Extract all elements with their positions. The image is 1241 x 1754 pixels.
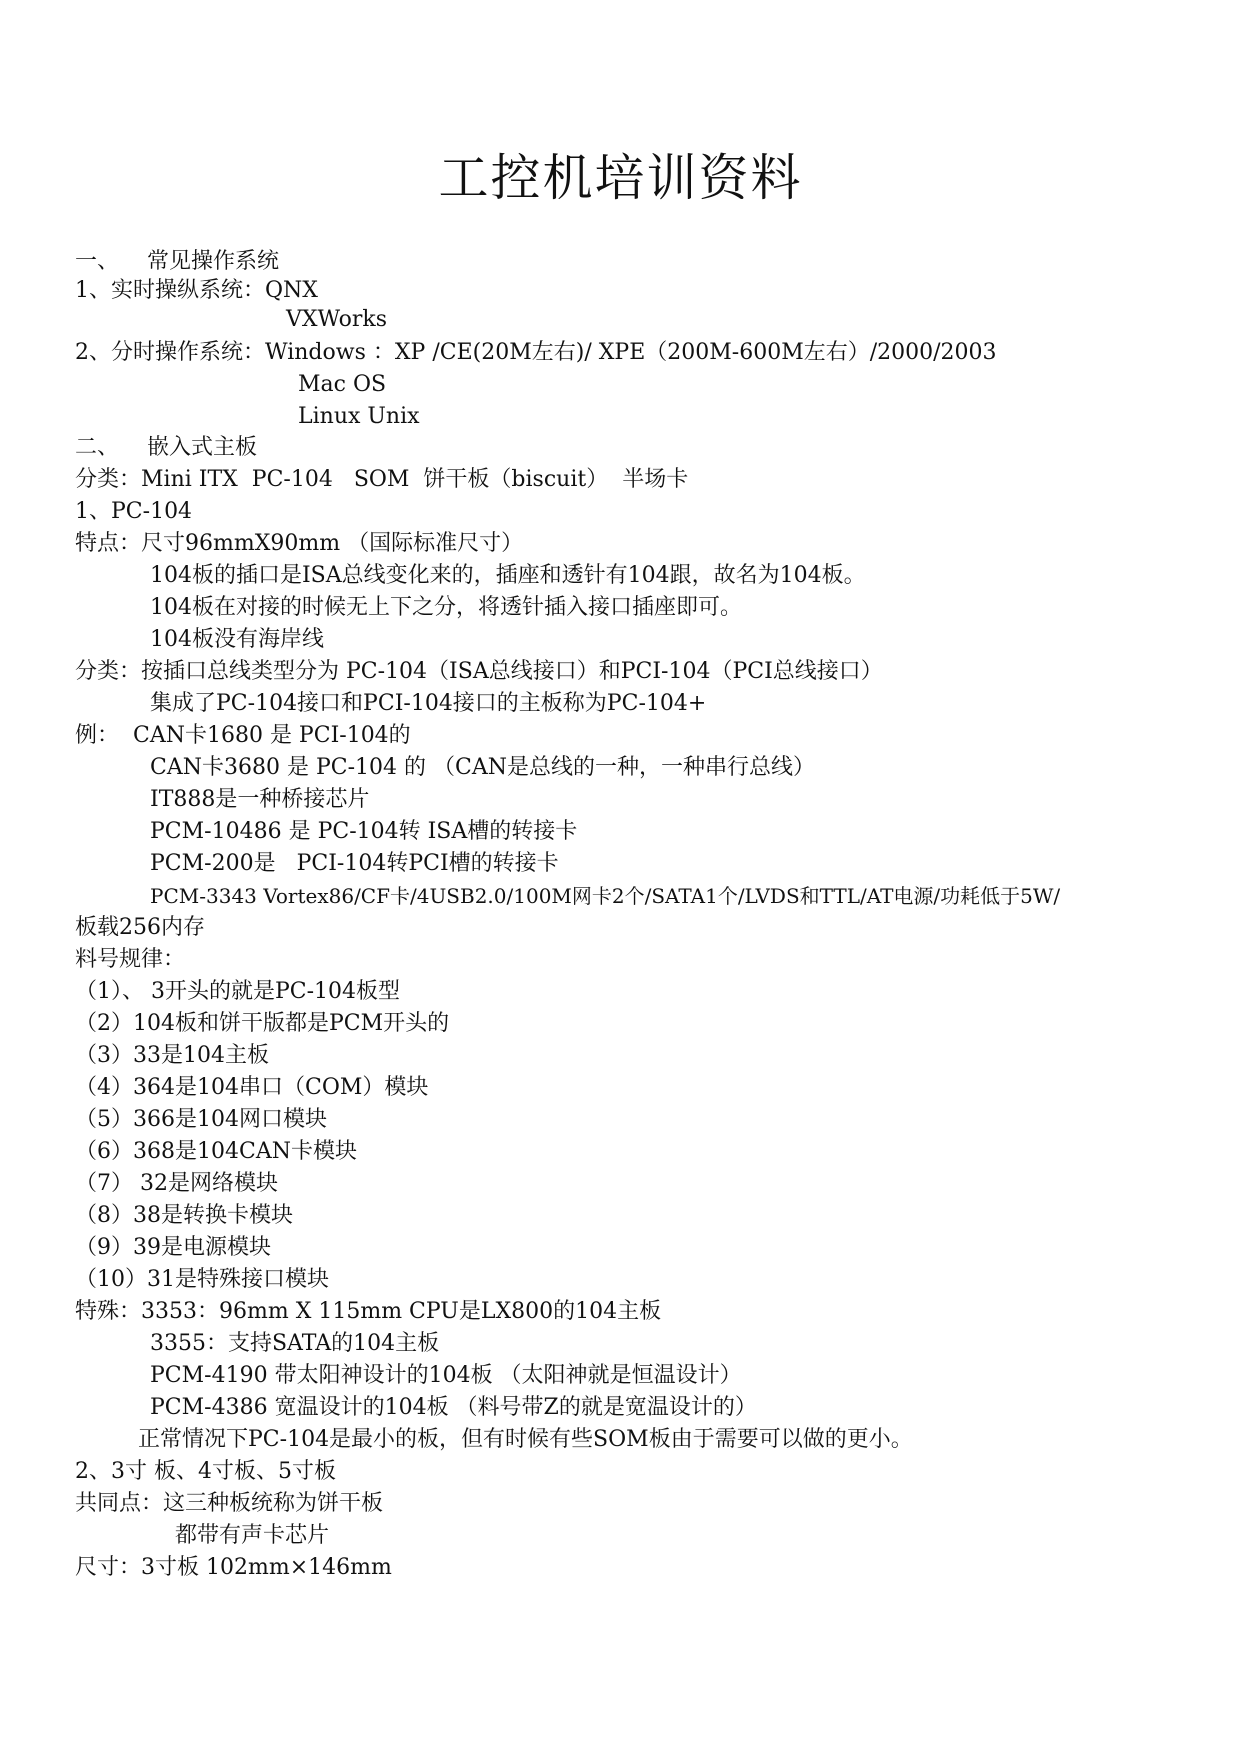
- text-line: PCM-10486 是 PC-104转 ISA槽的转接卡: [150, 819, 578, 844]
- text-line: 特点：尺寸96mmX90mm （国际标准尺寸）: [75, 531, 524, 556]
- text-line: Mac OS: [298, 372, 387, 397]
- text-line: 104板没有海岸线: [150, 627, 324, 652]
- list-item: （8）38是转换卡模块: [75, 1203, 293, 1228]
- section-heading-embedded: 二、 嵌入式主板: [75, 435, 257, 460]
- text-line: 104板在对接的时候无上下之分，将透针插入接口插座即可。: [150, 595, 742, 620]
- text-line: 2、3寸 板、4寸板、5寸板: [75, 1459, 336, 1484]
- list-item: （10）31是特殊接口模块: [75, 1267, 329, 1292]
- text-line: 都带有声卡芯片: [175, 1523, 330, 1548]
- text-line: 正常情况下PC-104是最小的板，但有时候有些SOM板由于需要可以做的更小。: [138, 1427, 913, 1452]
- text-line: 1、PC-104: [75, 499, 193, 524]
- text-line: CAN卡3680 是 PC-104 的 （CAN是总线的一种，一种串行总线）: [150, 755, 815, 780]
- text-line: 分类：Mini ITX PC-104 SOM 饼干板（biscuit） 半场卡: [75, 467, 689, 492]
- list-item: （9）39是电源模块: [75, 1235, 271, 1260]
- text-line: 料号规律：: [75, 947, 186, 972]
- list-item: （4）364是104串口（COM）模块: [75, 1075, 429, 1100]
- text-line: 2、分时操作系统：Windows ：XP /CE(20M左右)/ XPE（200M-600M左右）/2000/2003: [75, 340, 997, 365]
- text-line: 板载256内存: [75, 915, 205, 940]
- text-line: 例： CAN卡1680 是 PCI-104的: [75, 723, 411, 748]
- list-item: （5）366是104网口模块: [75, 1107, 327, 1132]
- text-line: PCM-4386 宽温设计的104板 （料号带Z的就是宽温设计的）: [150, 1395, 757, 1420]
- text-line: IT888是一种桥接芯片: [150, 787, 370, 812]
- text-line: PCM-200是 PCI-104转PCI槽的转接卡: [150, 851, 559, 876]
- text-line: PCM-4190 带太阳神设计的104板 （太阳神就是恒温设计）: [150, 1363, 742, 1388]
- document-title: 工控机培训资料: [438, 149, 803, 207]
- text-line: 共同点：这三种板统称为饼干板: [75, 1491, 384, 1516]
- section-heading-os: 一、 常见操作系统: [75, 249, 279, 274]
- text-line: 1、实时操纵系统：QNX: [75, 278, 318, 303]
- text-line: 特殊：3353：96mm X 115mm CPU是LX800的104主板: [75, 1299, 662, 1324]
- text-line: 尺寸：3寸板 102mm×146mm: [75, 1555, 392, 1580]
- list-item: （6）368是104CAN卡模块: [75, 1139, 357, 1164]
- text-line: 集成了PC-104接口和PCI-104接口的主板称为PC-104+: [150, 691, 707, 716]
- text-line: Linux Unix: [298, 404, 420, 429]
- text-line: 分类：按插口总线类型分为 PC-104（ISA总线接口）和PCI-104（PCI总线接口）: [75, 659, 883, 684]
- text-line: 3355：支持SATA的104主板: [150, 1331, 440, 1356]
- list-item: （3）33是104主板: [75, 1043, 269, 1068]
- list-item: （2）104板和饼干版都是PCM开头的: [75, 1011, 450, 1036]
- list-item: （7） 32是网络模块: [75, 1171, 278, 1196]
- list-item: （1）、 3开头的就是PC-104板型: [75, 979, 401, 1004]
- text-line: PCM-3343 Vortex86/CF卡/4USB2.0/100M网卡2个/SATA1个/LVDS和TTL/AT电源/功耗低于5W/: [150, 884, 1061, 908]
- text-line: 104板的插口是ISA总线变化来的，插座和透针有104跟，故名为104板。: [150, 563, 866, 588]
- text-line: VXWorks: [286, 307, 388, 332]
